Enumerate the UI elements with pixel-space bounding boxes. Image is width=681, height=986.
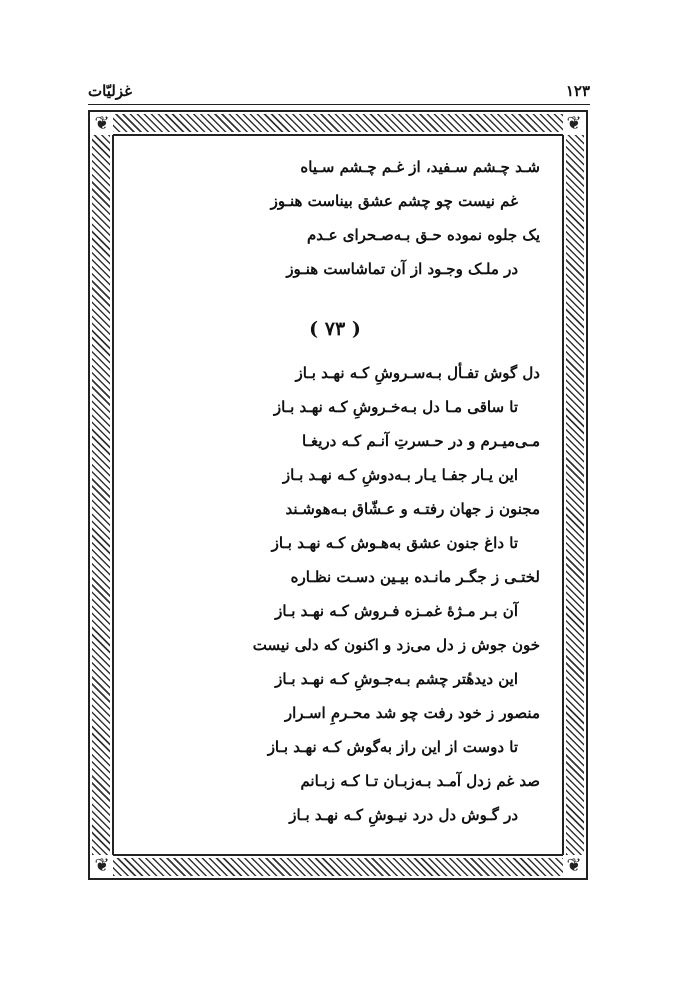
ornament-corner-icon: ❦ bbox=[563, 855, 585, 877]
page-content bbox=[130, 150, 540, 832]
verse-line: منصور ز خود رفت چو شد محـرمِ اسـرار bbox=[284, 704, 540, 722]
verse-line: تا ساقی مـا دل بـه‌خـروشِ کـه نهـد بـاز bbox=[273, 398, 518, 416]
ornament-corner-icon: ❦ bbox=[91, 855, 113, 877]
verse-line: تا داغ جنون عشق به‌هـوش کـه نهـد بـاز bbox=[271, 534, 518, 552]
verse-line: غم نیست چو چشم عشق بیناست هنـوز bbox=[270, 192, 518, 210]
page-number: ۱۲۳ bbox=[565, 82, 590, 100]
verse-line: یک جلوه نموده حـق بـه‌صـحرای عـدم bbox=[307, 226, 540, 244]
verse-line: تا دوست از این راز به‌گوش کـه نهـد بـاز bbox=[267, 738, 518, 756]
verse-line: مـی‌میـرم و در حـسرتِ آنـم کـه دریغـا bbox=[302, 432, 540, 450]
verse-line: در ملـک وجـود از آن تماشاست هنـوز bbox=[286, 260, 518, 278]
page-header bbox=[88, 82, 590, 104]
ornament-corner-icon: ❦ bbox=[91, 113, 113, 135]
verse-line: لختـی ز جگـر مانـده بیـین دسـت نظـاره bbox=[290, 568, 540, 586]
verse-line: خون جوش ز دل می‌زد و اکنون که دلی نیست bbox=[252, 636, 540, 654]
running-title: غزلیّات bbox=[88, 82, 132, 100]
verse-line: در گـوش دل درد نیـوشِ کـه نهـد بـاز bbox=[289, 806, 518, 824]
verse-line: صد غم زدل آمـد بـه‌زبـان تـا کـه زبـانم bbox=[300, 772, 540, 790]
header-rule bbox=[88, 104, 590, 105]
verse-line: شـد چـشم سـفید، از غـم چـشم سـیاه bbox=[300, 158, 540, 176]
verse-line: مجنون ز جهان رفتـه و عـشّاق بـه‌هوشـند bbox=[285, 500, 540, 518]
verse-line: دل گوش تفـأل بـه‌سـروشِ کـه نهـد بـاز bbox=[295, 364, 540, 382]
verse-line: آن بـر مـژهٔ غمـزه فـروش کـه نهـد بـاز bbox=[275, 602, 518, 620]
poem-number: ( ۷۳ ) bbox=[309, 318, 361, 340]
ornament-corner-icon: ❦ bbox=[563, 113, 585, 135]
verse-line: این یـار جفـا یـار بـه‌دوشِ کـه نهـد بـاز bbox=[282, 466, 518, 484]
verse-line: این دیدهٔتر چشم بـه‌جـوشِ کـه نهـد بـاز bbox=[275, 670, 518, 688]
